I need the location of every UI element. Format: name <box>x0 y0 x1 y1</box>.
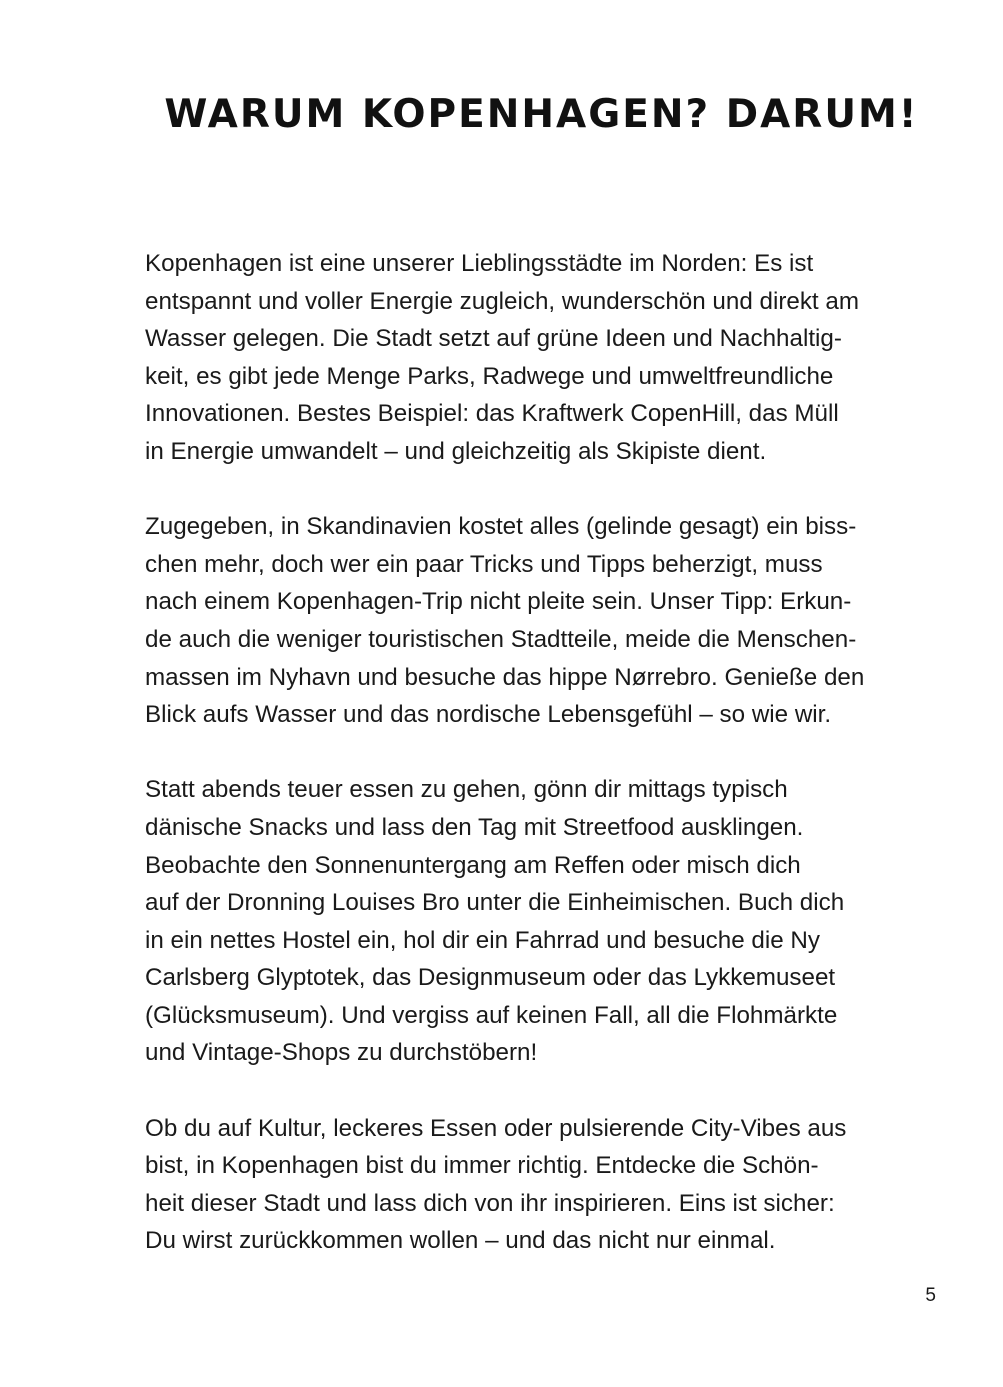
paragraph-2 <box>145 508 945 734</box>
paragraph-1 <box>145 245 945 471</box>
body-text <box>145 245 945 1298</box>
paragraph-4 <box>145 1110 945 1260</box>
paragraph-3 <box>145 771 945 1072</box>
text-line: dänische Snacks und lass den Tag mit Streetfood ausklingen. <box>145 813 804 841</box>
text-line: Carlsberg Glyptotek, das Designmuseum oder das Lykkemuseet <box>145 964 836 992</box>
text-line: Wasser gelegen. Die Stadt setzt auf grüne Ideen und Nachhaltig- <box>145 325 842 353</box>
text-line: Zugegeben, in Skandinavien kostet alles (gelinde gesagt) ein biss- <box>145 513 857 541</box>
text-line: Beobachte den Sonnenuntergang am Reffen oder misch dich <box>145 851 801 879</box>
text-line: keit, es gibt jede Menge Parks, Radwege und umweltfreundliche <box>145 362 834 390</box>
text-line: heit dieser Stadt und lass dich von ihr inspirieren. Eins ist sicher: <box>145 1189 835 1217</box>
text-line: und Vintage-Shops zu durchstöbern! <box>145 1039 538 1067</box>
page-title: WARUM KOPENHAGEN? DARUM! <box>164 92 919 137</box>
text-line: (Glücksmuseum). Und vergiss auf keinen Fall, all die Flohmärkte <box>145 1001 838 1029</box>
text-line: in ein nettes Hostel ein, hol dir ein Fahrrad und besuche die Ny <box>145 926 820 954</box>
text-line: Ob du auf Kultur, leckeres Essen oder pulsierende City-Vibes aus <box>145 1114 847 1142</box>
text-line: nach einem Kopenhagen-Trip nicht pleite sein. Unser Tipp: Erkun- <box>145 588 852 616</box>
text-line: de auch die weniger touristischen Stadtteile, meide die Menschen- <box>145 625 857 653</box>
text-line: bist, in Kopenhagen bist du immer richtig. Entdecke die Schön- <box>145 1152 819 1180</box>
text-line: Statt abends teuer essen zu gehen, gönn dir mittags typisch <box>145 776 788 804</box>
text-line: Blick aufs Wasser und das nordische Lebensgefühl – so wie wir. <box>145 701 832 729</box>
text-line: entspannt und voller Energie zugleich, wunderschön und direkt am <box>145 287 859 315</box>
text-line: Innovationen. Bestes Beispiel: das Kraftwerk CopenHill, das Müll <box>145 400 839 428</box>
text-line: in Energie umwandelt – und gleichzeitig als Skipiste dient. <box>145 437 767 465</box>
text-line: Du wirst zurückkommen wollen – und das nicht nur einmal. <box>145 1227 776 1255</box>
text-line: chen mehr, doch wer ein paar Tricks und Tipps beherzigt, muss <box>145 550 823 578</box>
page-number: 5 <box>925 1285 936 1306</box>
text-line: auf der Dronning Louises Bro unter die Einheimischen. Buch dich <box>145 889 845 917</box>
text-line: massen im Nyhavn und besuche das hippe Nørrebro. Genieße den <box>145 663 865 691</box>
text-line: Kopenhagen ist eine unserer Lieblingsstädte im Norden: Es ist <box>145 250 814 277</box>
